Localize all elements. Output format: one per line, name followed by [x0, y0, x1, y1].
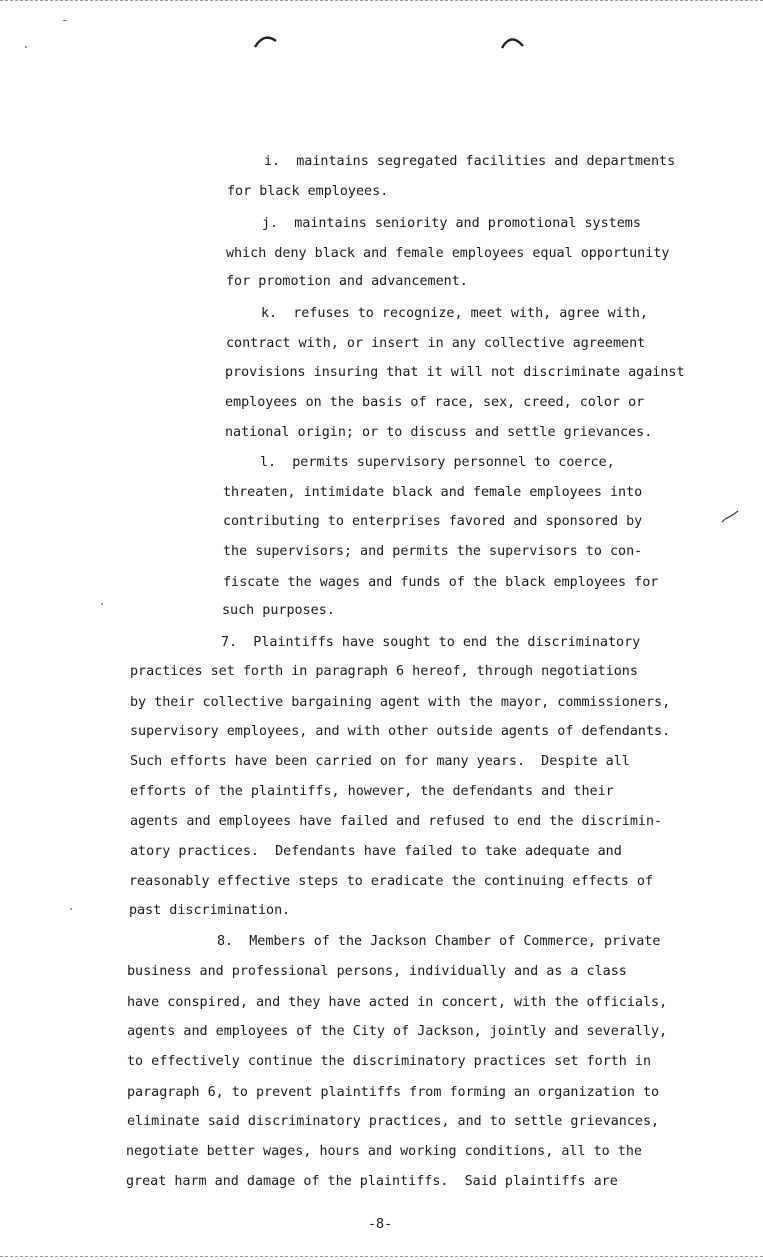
text-line: national origin; or to discuss and settle grievances.	[225, 425, 653, 440]
text-line: Such efforts have been carried on for many years. Despite all	[130, 754, 630, 769]
text-line: paragraph 6, to prevent plaintiffs from forming an organization to	[127, 1085, 660, 1100]
text-line: for black employees.	[227, 184, 389, 199]
text-line: practices set forth in paragraph 6 hereof, through negotiations	[130, 664, 638, 679]
text-line: employees on the basis of race, sex, creed, color or	[225, 395, 645, 410]
text-line: for promotion and advancement.	[226, 274, 468, 289]
text-line: l. permits supervisory personnel to coerce,	[260, 455, 615, 470]
text-line: reasonably effective steps to eradicate the continuing effects of	[129, 874, 654, 889]
text-line: supervisory employees, and with other outside agents of defendants.	[130, 724, 671, 739]
text-line: contributing to enterprises favored and sponsored by	[223, 514, 643, 529]
punch-hole-mark-left	[252, 32, 280, 50]
scan-speck	[25, 46, 27, 48]
scan-speck	[63, 20, 67, 21]
text-line: agents and employees of the City of Jackson, jointly and severally,	[127, 1024, 668, 1039]
bottom-edge-dashes	[0, 1256, 763, 1257]
text-line: by their collective bargaining agent with the mayor, commissioners,	[130, 695, 671, 710]
scan-speck	[101, 603, 103, 605]
text-line: provisions insuring that it will not discriminate against	[225, 365, 685, 380]
text-line: threaten, intimidate black and female employees into	[223, 485, 643, 500]
text-line: have conspired, and they have acted in concert, with the officials,	[127, 995, 668, 1010]
text-line: fiscate the wages and funds of the black employees for	[223, 575, 659, 590]
text-line: eliminate said discriminatory practices, and to settle grievances,	[127, 1114, 660, 1129]
text-line: atory practices. Defendants have failed to take adequate and	[130, 844, 622, 859]
top-edge-dashes	[0, 0, 763, 1]
text-line: 7. Plaintiffs have sought to end the discriminatory	[221, 635, 641, 650]
text-line: agents and employees have failed and refused to end the discrimin-	[130, 814, 663, 829]
check-mark-icon	[720, 510, 740, 526]
page-number: -8-	[368, 1217, 393, 1232]
text-line: past discrimination.	[129, 903, 291, 918]
scan-speck	[70, 908, 72, 910]
text-line: such purposes.	[222, 603, 335, 618]
text-line: 8. Members of the Jackson Chamber of Commerce, private	[217, 934, 661, 949]
text-line: i. maintains segregated facilities and departments	[264, 154, 676, 169]
text-line: efforts of the plaintiffs, however, the defendants and their	[130, 784, 614, 799]
text-line: to effectively continue the discriminatory practices set forth in	[127, 1054, 652, 1069]
punch-hole-mark-right	[499, 32, 527, 52]
text-line: the supervisors; and permits the supervisors to con-	[223, 544, 643, 559]
text-line: k. refuses to recognize, meet with, agree with,	[261, 306, 648, 321]
text-line: contract with, or insert in any collective agreement	[226, 336, 646, 351]
text-line: great harm and damage of the plaintiffs. Said plaintiffs are	[126, 1174, 618, 1189]
text-line: j. maintains seniority and promotional systems	[262, 216, 641, 231]
text-line: which deny black and female employees equal opportunity	[226, 246, 670, 261]
text-line: negotiate better wages, hours and working conditions, all to the	[126, 1144, 642, 1159]
text-line: business and professional persons, individually and as a class	[127, 964, 627, 979]
